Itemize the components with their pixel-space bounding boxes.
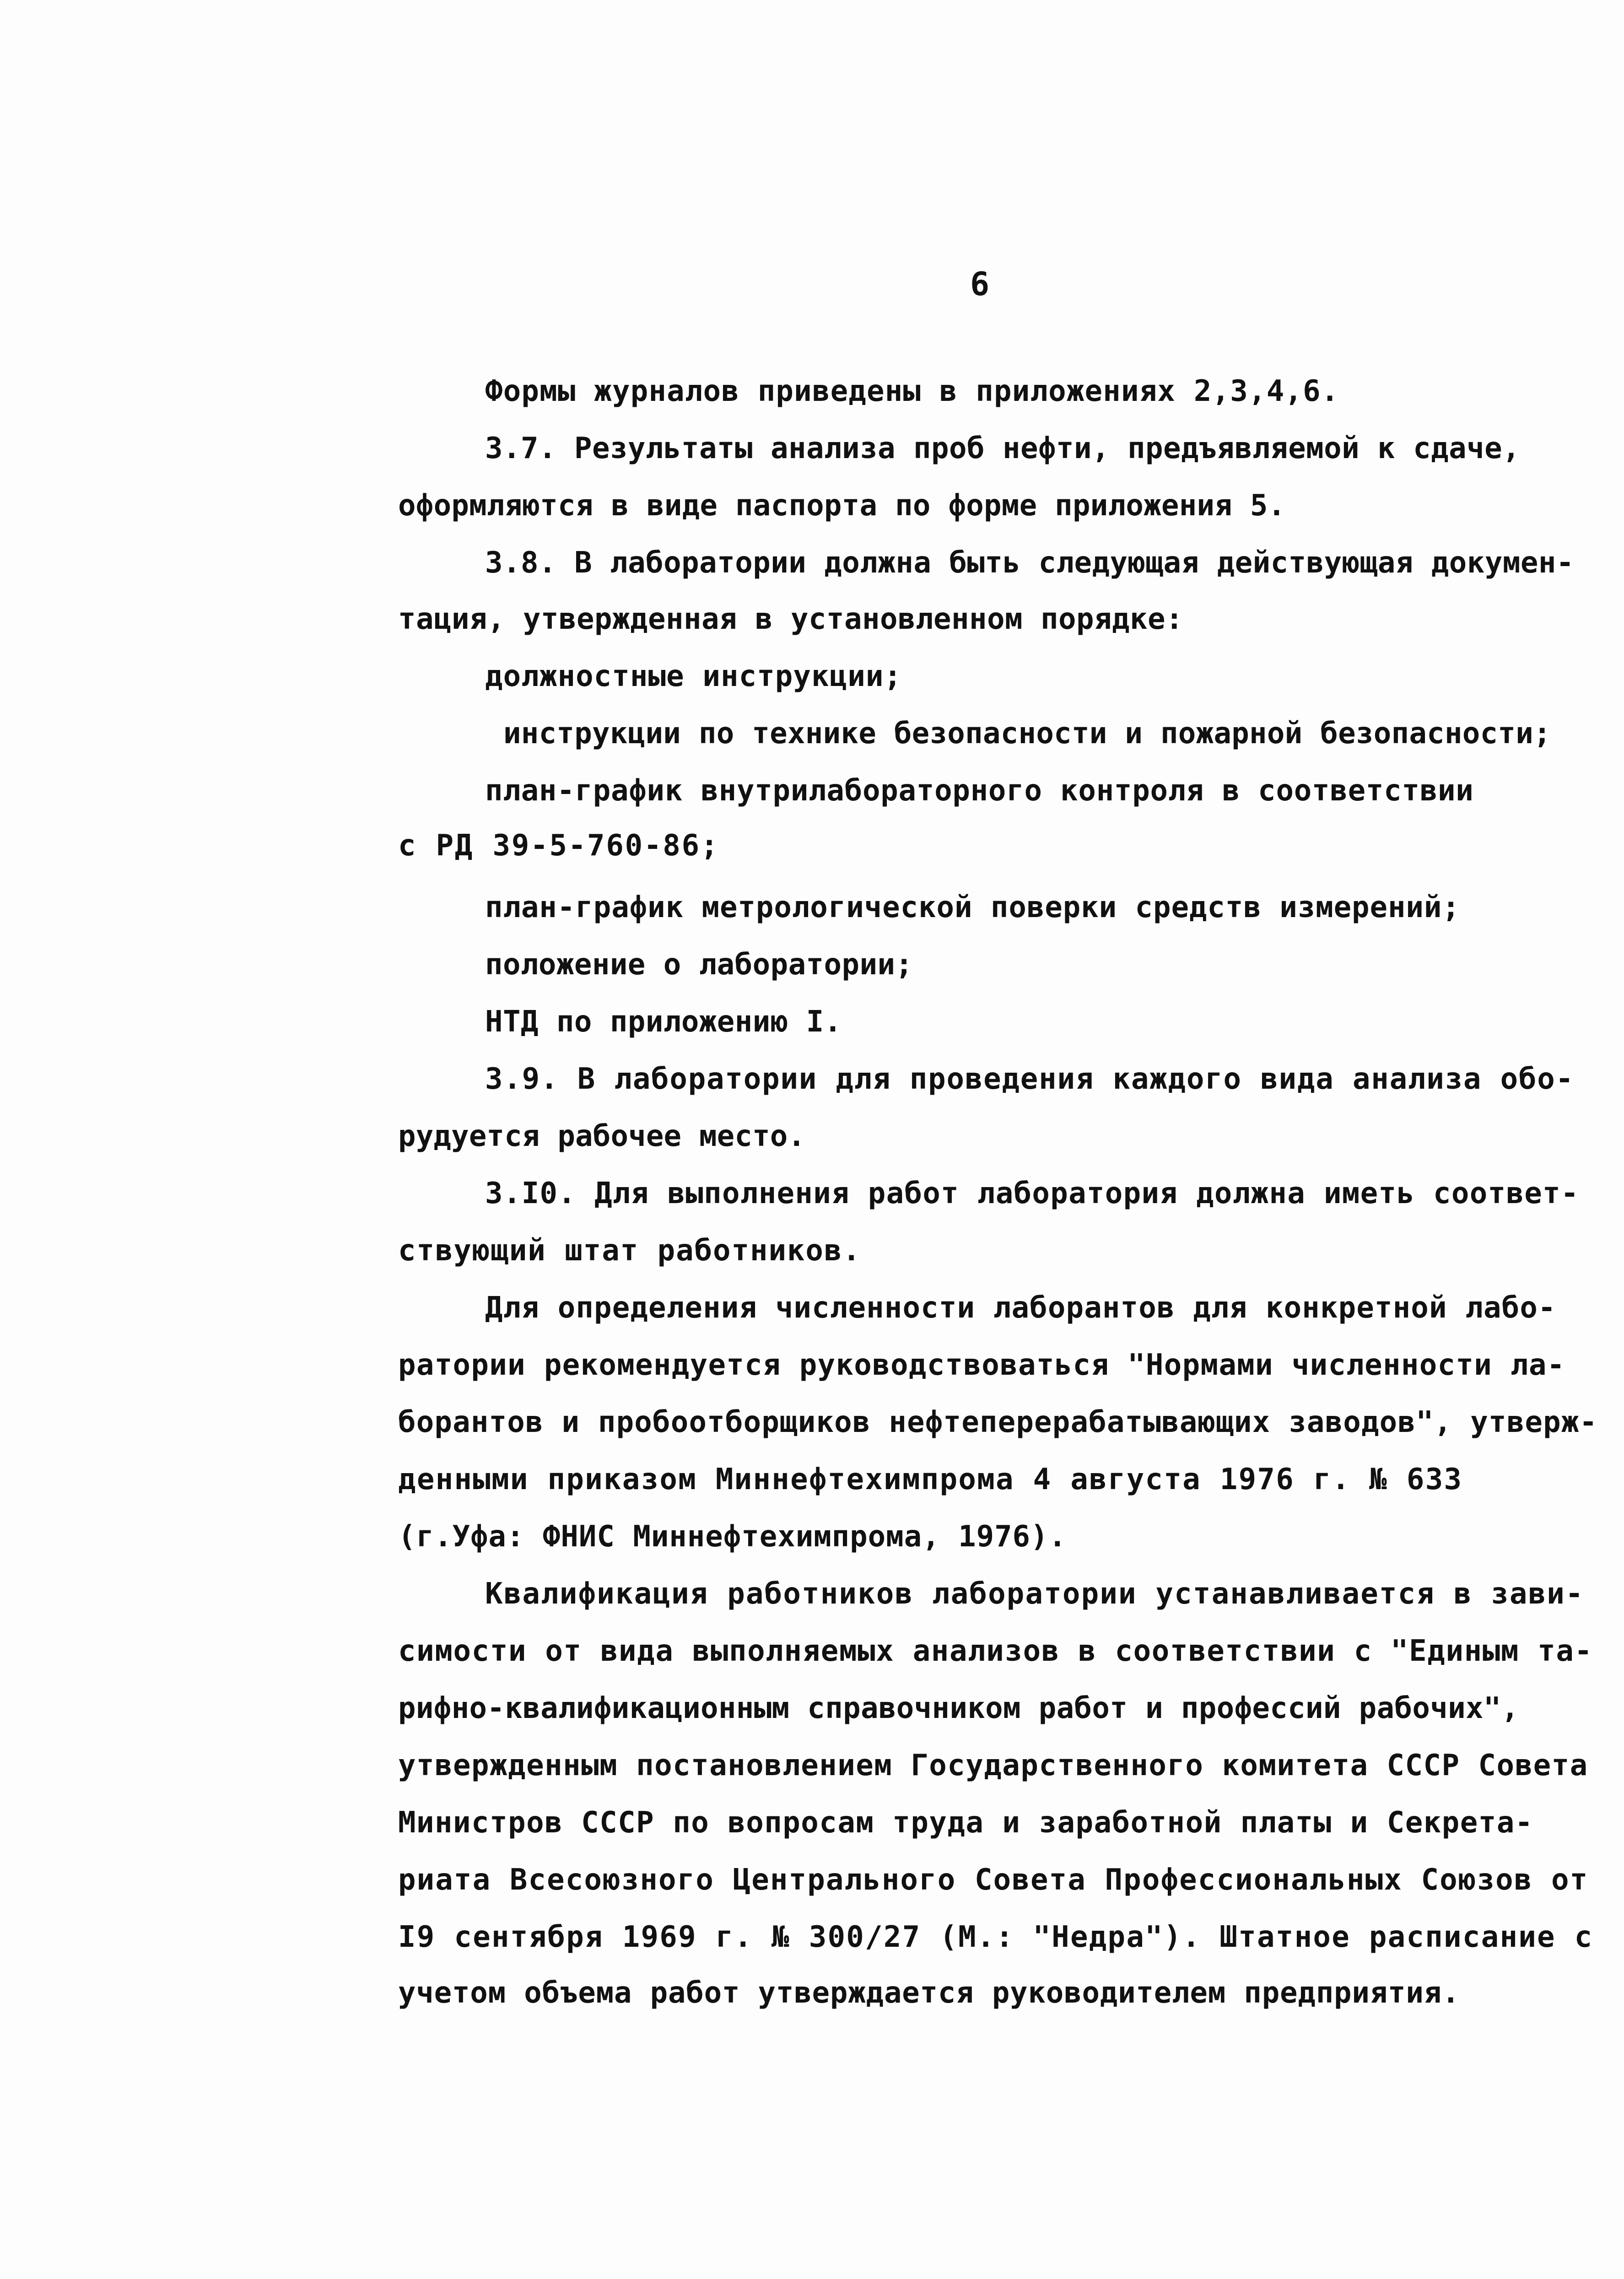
page-number: 6 (970, 265, 991, 303)
text-line: учетом объема работ утверждается руководителем предприятия. (398, 1976, 1460, 2010)
text-line: Квалификация работников лаборатории устанавливается в зави- (485, 1577, 1584, 1611)
text-line: НТД по приложению I. (485, 1005, 842, 1039)
text-line: инструкции по технике безопасности и пожарной безопасности; (503, 717, 1551, 751)
text-line: симости от вида выполняемых анализов в соответствии с "Единым та- (398, 1634, 1593, 1668)
text-line: утвержденным постановлением Государственного комитета СССР Совета (398, 1749, 1588, 1782)
text-line: 3.8. В лаборатории должна быть следующая действующая докумен- (485, 546, 1574, 580)
text-line: Министров СССР по вопросам труда и заработной платы и Секрета- (398, 1806, 1533, 1840)
text-line: рудуется рабочее место. (398, 1119, 806, 1153)
text-line: 3.7. Результаты анализа проб нефти, предъявляемой к сдаче, (485, 432, 1521, 465)
text-line: должностные инструкции; (485, 659, 902, 693)
text-line: ствующий штат работников. (398, 1234, 861, 1268)
text-line: план-график метрологической поверки средств измерений; (485, 891, 1460, 924)
text-line: рифно-квалификационным справочником работ и профессий рабочих", (398, 1691, 1519, 1725)
text-line: 3.I0. Для выполнения работ лаборатория должна иметь соответ- (485, 1177, 1579, 1210)
text-line: тация, утвержденная в установленном порядке: (398, 602, 1184, 636)
text-line: 3.9. В лаборатории для проведения каждого вида анализа обо- (485, 1062, 1574, 1096)
text-line: борантов и пробоотборщиков нефтеперерабатывающих заводов", утверж- (398, 1405, 1598, 1439)
text-line: план-график внутрилабораторного контроля в соответствии (485, 774, 1474, 808)
text-line: с РД 39-5-760-86; (398, 829, 720, 863)
text-line: Для определения численности лаборантов для конкретной лабо- (485, 1291, 1556, 1325)
text-line: оформляются в виде паспорта по форме приложения 5. (398, 489, 1286, 523)
text-line: денными приказом Миннефтехимпрома 4 августа 1976 г. № 633 (398, 1463, 1463, 1496)
text-line: Формы журналов приведены в приложениях 2,3,4,6. (485, 374, 1339, 408)
text-line: риата Всесоюзного Центрального Совета Профессиональных Союзов от (398, 1863, 1589, 1897)
text-line: положение о лаборатории; (485, 948, 913, 982)
text-line: I9 сентября 1969 г. № 300/27 (М.: "Недра"). Штатное расписание с (398, 1920, 1593, 1954)
text-line: ратории рекомендуется руководствоваться "Нормами численности ла- (398, 1348, 1565, 1382)
text-line: (г.Уфа: ФНИС Миннефтехимпрома, 1976). (398, 1520, 1067, 1554)
